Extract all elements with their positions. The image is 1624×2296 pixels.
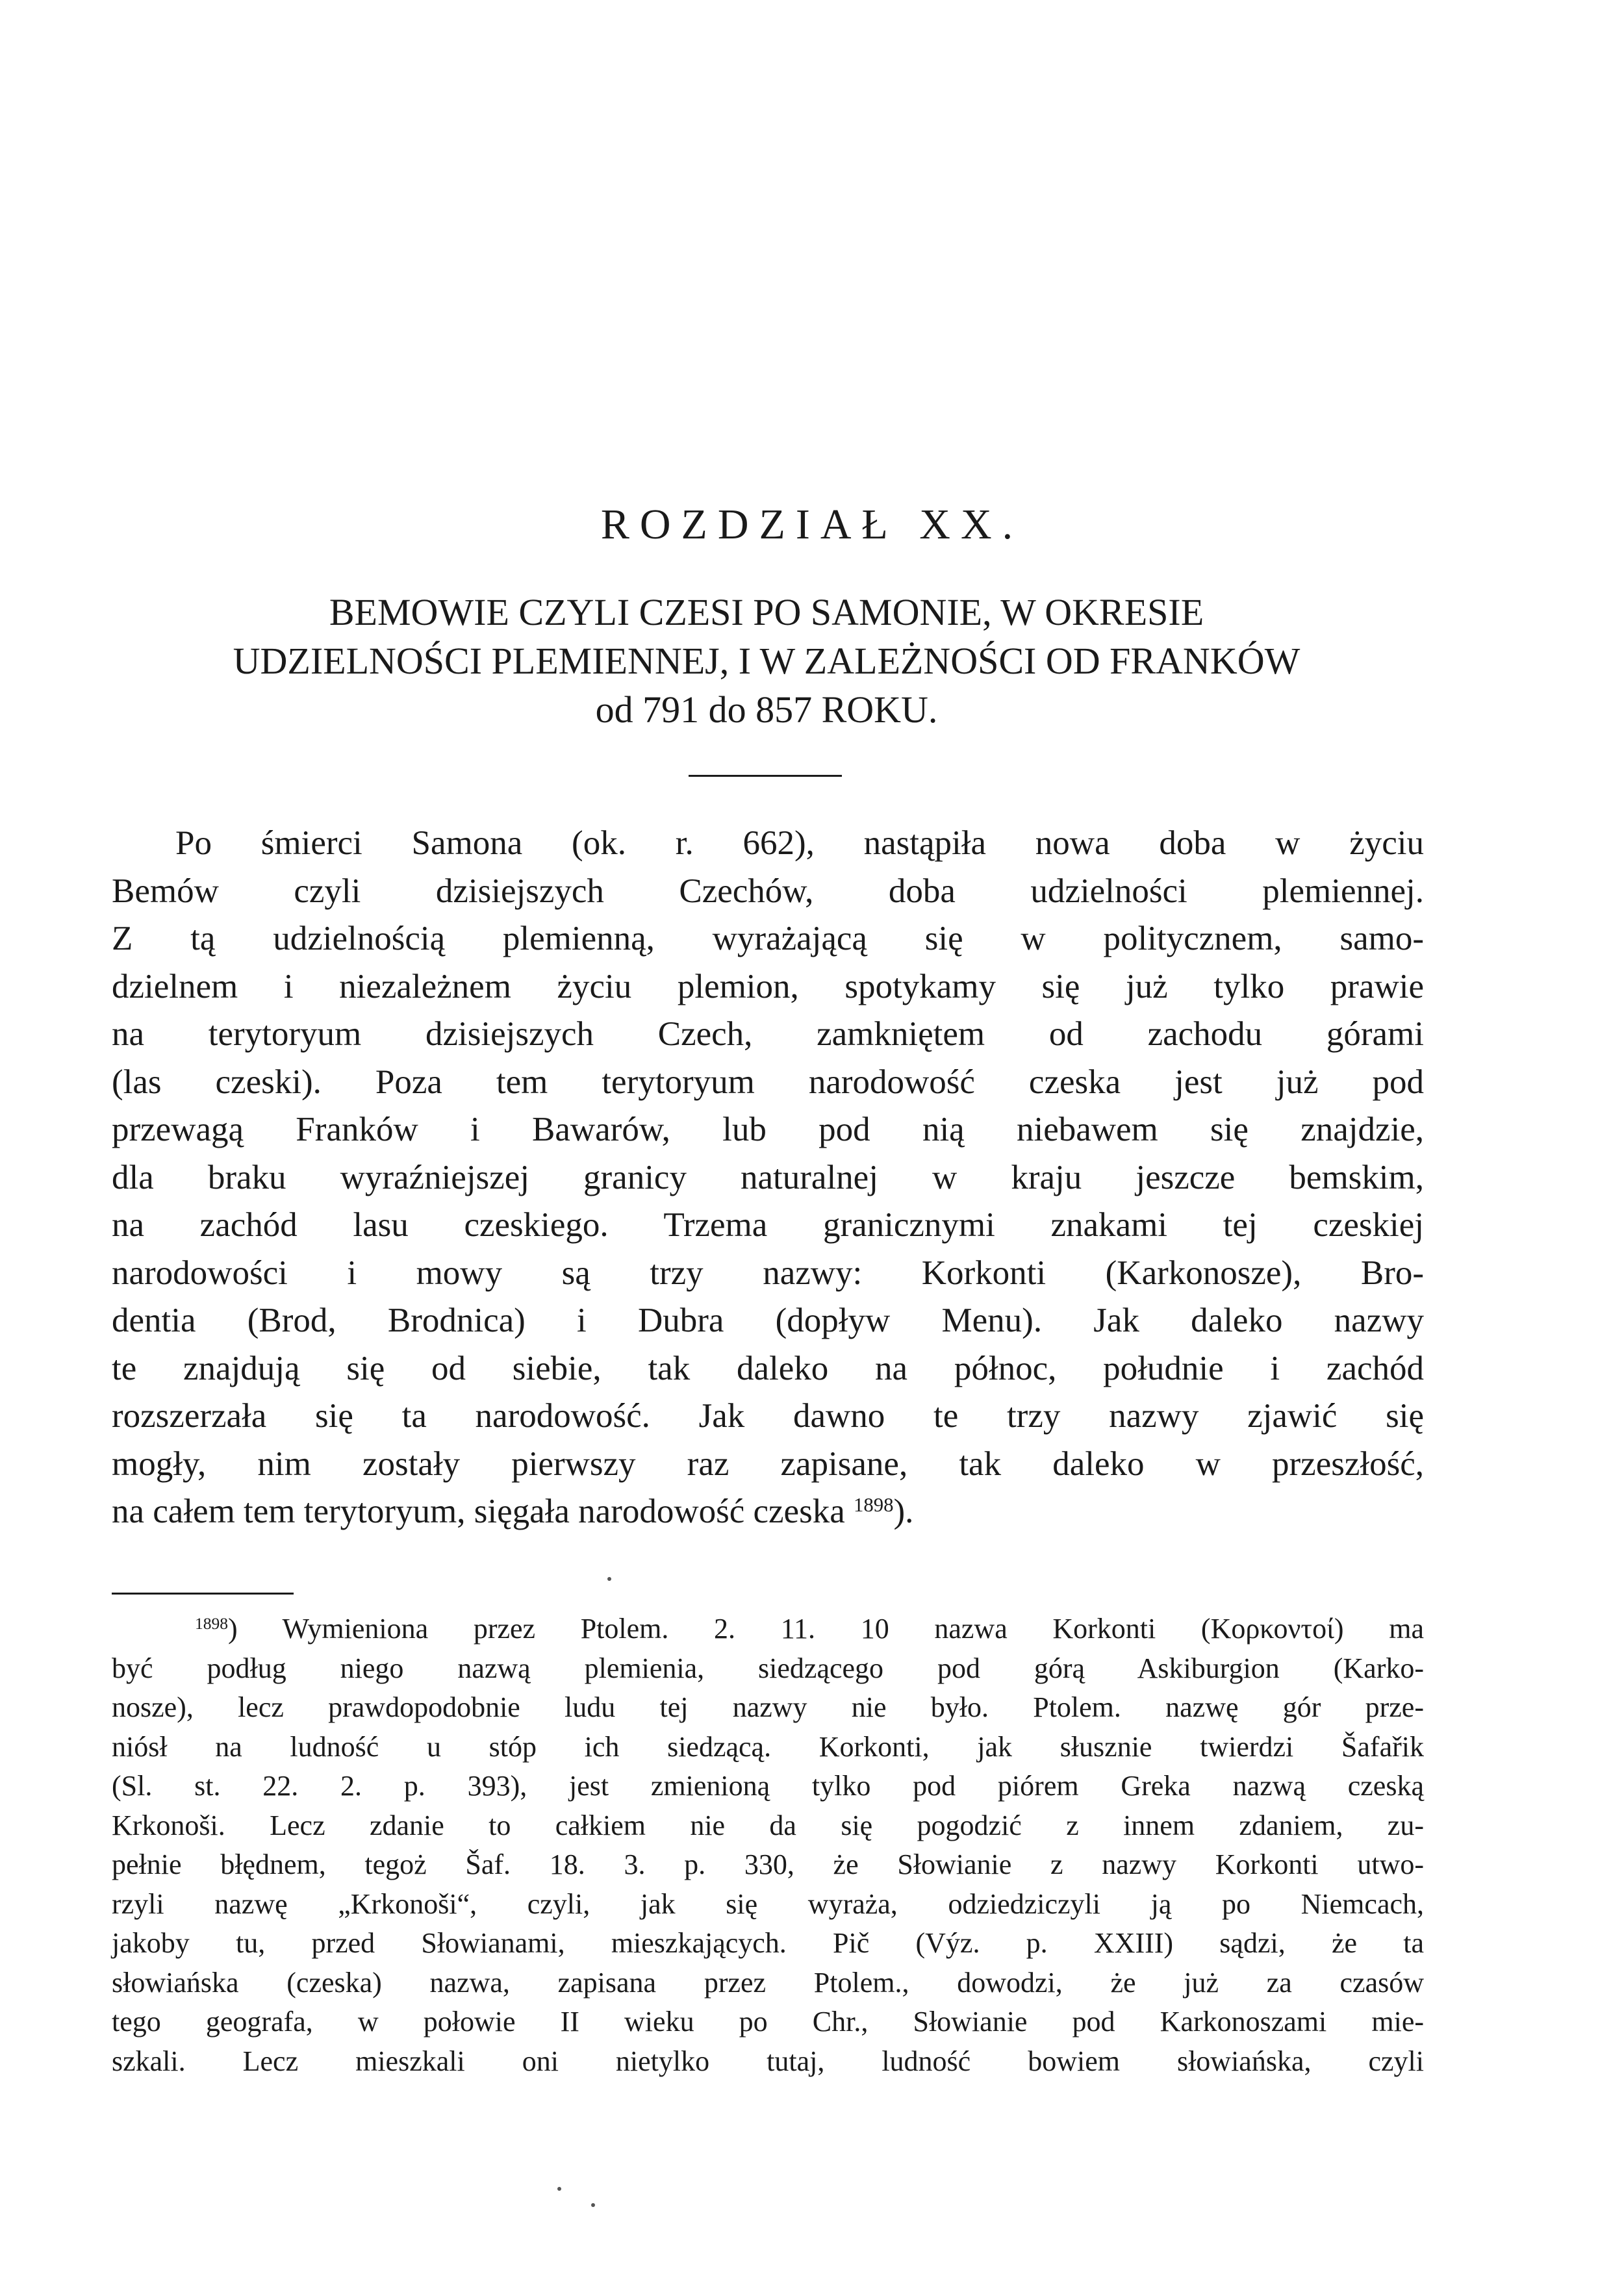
body-line: dentia (Brod, Brodnica) i Dubra (dopływ Menu). Jak daleko nazwy — [112, 1302, 1424, 1339]
footnote-line: tego geografa, w połowie II wieku po Chr., Słowianie pod Karkonoszami mie- — [112, 2006, 1424, 2037]
body-line: Bemów czyli dzisiejszych Czechów, doba udzielności plemiennej. — [112, 872, 1424, 910]
footnote-line: Wymieniona przez Ptolem. 2. 11. 10 nazwa Korkonti (Κορκοντοί) ma — [282, 1613, 1424, 1645]
body-line: dla braku wyraźniejszej granicy naturalnej w kraju jeszcze bemskim, — [112, 1158, 1424, 1196]
body-line: Po śmierci Samona (ok. r. 662), nastąpiła nowa doba w życiu — [175, 824, 1424, 862]
body-line: na terytoryum dzisiejszych Czech, zamkniętem od zachodu górami — [112, 1015, 1424, 1053]
footnote-divider — [112, 1593, 294, 1595]
body-line: (las czeski). Poza tem terytoryum narodowość czeska jest już pod — [112, 1063, 1424, 1101]
body-line-suffix: ). — [893, 1493, 914, 1530]
footnote-line-first — [112, 1609, 1424, 1649]
body-line: mogły, nim zostały pierwszy raz zapisane, tak daleko w przeszłość, — [112, 1444, 1424, 1483]
chapter-title — [110, 588, 1423, 734]
footnote-marker-suffix: ) — [228, 1613, 238, 1645]
footnote-marker: 1898 — [195, 1613, 229, 1633]
footnote-reference: 1898 — [853, 1494, 894, 1517]
footnote-line: szkali. Lecz mieszkali oni nietylko tutaj, ludność bowiem słowiańska, czyli — [112, 2045, 1424, 2077]
footnote-line: pełnie błędnem, tegoż Šaf. 18. 3. p. 330, że Słowianie z nazwy Korkonti utwo- — [112, 1848, 1424, 1880]
body-line: rozszerzała się ta narodowość. Jak dawno te trzy nazwy zjawić się — [112, 1397, 1424, 1435]
footnote-line: Krkonoši. Lecz zdanie to całkiem nie da się pogodzić z innem zdaniem, zu- — [112, 1809, 1424, 1841]
footnote — [112, 1609, 1424, 2081]
chapter-heading: ROZDZIAŁ XX. — [600, 501, 1024, 548]
body-line: te znajdują się od siebie, tak daleko na północ, południe i zachód — [112, 1349, 1424, 1387]
body-line: dzielnem i niezależnem życiu plemion, spotykamy się już tylko prawie — [112, 967, 1424, 1005]
footnote-line: rzyli nazwę „Krkonoši“, czyli, jak się wyraża, odziedziczyli ją po Niemcach, — [112, 1887, 1424, 1920]
title-divider — [689, 775, 842, 777]
print-speck — [591, 2203, 595, 2207]
chapter-title-line: BEMOWIE CZYLI CZESI PO SAMONIE, W OKRESIE — [329, 591, 1204, 633]
body-line: Z tą udzielnością plemienną, wyrażającą się w politycznem, samo- — [112, 920, 1424, 957]
footnote-line: jakoby tu, przed Słowianami, mieszkających. Pič (Výz. p. XXIII) sądzi, że ta — [112, 1927, 1424, 1959]
body-line: narodowości i mowy są trzy nazwy: Korkonti (Karkonosze), Bro- — [112, 1254, 1424, 1292]
chapter-title-line: od 791 do 857 ROKU. — [595, 688, 938, 731]
footnote-line: słowiańska (czeska) nazwa, zapisana przez Ptolem., dowodzi, że już za czasów — [112, 1966, 1424, 1999]
body-line: na zachód lasu czeskiego. Trzema granicznymi znakami tej czeskiej — [112, 1206, 1424, 1244]
print-speck — [557, 2187, 561, 2191]
footnote-line: nosze), lecz prawdopodobnie ludu tej nazwy nie było. Ptolem. nazwę gór prze- — [112, 1691, 1424, 1723]
chapter-title-line: UDZIELNOŚCI PLEMIENNEJ, I W ZALEŻNOŚCI OD FRANKÓW — [233, 640, 1300, 682]
body-line: przewagą Franków i Bawarów, lub pod nią niebawem się znajdzie, — [112, 1111, 1424, 1148]
footnote-line: (Sl. st. 22. 2. p. 393), jest zmienioną tylko pod piórem Greka nazwą czeską — [112, 1770, 1424, 1802]
body-paragraph — [112, 820, 1424, 1536]
footnote-line: być podług niego nazwą plemienia, siedzącego pod górą Askiburgion (Karko- — [112, 1652, 1424, 1684]
body-line: na całem tem terytoryum, sięgała narodowość czeska — [112, 1493, 845, 1530]
print-speck — [607, 1577, 611, 1581]
body-line-last — [112, 1488, 1424, 1536]
footnote-line: niósł na ludność u stóp ich siedzącą. Korkonti, jak słusznie twierdzi Šafařik — [112, 1730, 1424, 1763]
